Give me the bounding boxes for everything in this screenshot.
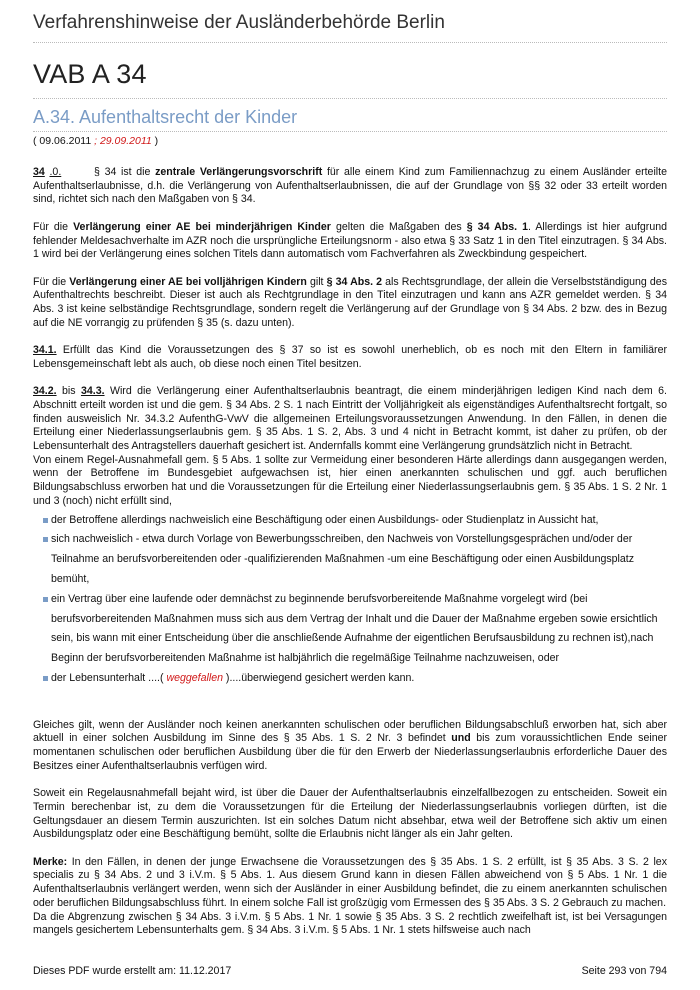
list-item [43, 669, 667, 689]
paragraph-text: für alle einem Kind zum Familiennachzug zu einem Ausländer erteilte Aufenthaltserlaubnisse, d.h. die Verlängerung von Aufenthaltserlaubnissen, die auf der Grundlage von §§ 32 oder 33 erteilt worden sind, richtet sich nach den Maßgaben von § 34. [33, 166, 667, 206]
paragraph-text: bis [56, 385, 81, 398]
bullet-icon [43, 676, 48, 681]
emphasis-text: § 34 Abs. 1 [466, 220, 528, 233]
section-number-link[interactable]: 34.2. [33, 385, 57, 398]
date-line [33, 135, 667, 147]
list-item [43, 530, 667, 589]
list-item [43, 590, 667, 669]
spacer [33, 689, 667, 719]
site-title: Verfahrenshinweise der Ausländerbehörde Berlin [33, 12, 667, 43]
list-item [43, 511, 667, 531]
merke-label: Merke: [33, 855, 68, 868]
page-footer [33, 965, 667, 977]
removed-note: weggefallen [166, 671, 223, 684]
paragraph-text: Für die [33, 275, 70, 288]
paragraph-geltungsdauer: Soweit ein Regelausnahmefall bejaht wird, ist über die Dauer der Aufenthaltserlaubnis einzelfallbezogen zu entscheiden. Soweit ein Termin berechenbar ist, zu dem die Voraussetzungen für die Erteilung der Niederlassungserlaubnis vorliegen dürften, ist die Geltungsdauer an diesem Termin auszurichten. Ist ein solches Datum nicht absehbar, etwa weil der Betroffene sich aktiv um einen Ausbildungsplatz oder eine Beschäftigung bemüht, sollte die Erlaubnis nicht länger als ein Jahr gelten. [33, 787, 667, 841]
list-item-text: der Betroffene allerdings nachweislich eine Beschäftigung oder einen Ausbildungs- oder Studienplatz in Aussicht hat, [51, 513, 599, 526]
paragraph-text: . Allerdings ist hier aufgrund fehlender Meldesachverhalte im AZR noch die ursprüngliche Erteilungsnorm - also etwa § 33 Satz 1 in den Titel einzutragen. § 34 Abs. 1 wird bei der Verlängerung eines solchen Titels dann automatisch vom Fachverfahren als Zweckbindung gespeichert. [33, 220, 668, 261]
paragraph-abgrenzung: Da die Abgrenzung zwischen § 34 Abs. 3 i.V.m. § 5 Abs. 1 Nr. 1 sowie § 35 Abs. 3 S. 2 rechtlich zweifelhaft ist, ist bei Versagungen mangels gesichertem Lebensunterhalts gem. § 34 Abs. 3 i.V.m. § 5 Abs. 1 Nr. 1 stets hilfsweise auch nach [33, 910, 667, 937]
section-number-link[interactable]: 34 [33, 166, 45, 178]
bullet-icon [43, 597, 48, 602]
paragraph-minderjaehrige [33, 221, 667, 262]
document-body [33, 166, 667, 938]
emphasis-text: Verlängerung einer AE bei minderjährigen Kinder [73, 220, 331, 233]
emphasis-text: Verlängerung einer AE bei volljährigen Kindern [69, 275, 307, 288]
emphasis-text: § 34 Abs. 2 [326, 275, 383, 288]
list-item-text: sich nachweislich - etwa durch Vorlage von Bewerbungsschreiben, den Nachweis von Vorstellungsgesprächen und/oder der Teilnahme an berufsvorbereitenden oder -qualifizierenden Maßnahmen -um eine Beschäftigung oder einen Ausbildungsplatz bemüht, [51, 533, 635, 585]
paragraph-34-0 [33, 166, 667, 207]
page-number: Seite 293 von 794 [581, 965, 667, 977]
section-number-link[interactable]: 34.3. [80, 385, 105, 398]
paragraph-34-2 [33, 385, 667, 454]
paragraph-text: gelten die Maßgaben des [330, 220, 467, 233]
condition-list [33, 511, 667, 689]
paragraph-34-1 [33, 344, 667, 371]
paragraph-text: als Rechtsgrundlage, der allein die Verselbstständigung des Aufenthaltrechts beschreibt. Dieser ist auch als Rechtgrundlage in den Titel einzutragen und kann ans AZR gemeldet werden. § 34 Abs. 3 ist keine selbständige Rechtsgrundlage, sondern regelt die Verlängerung auf der Grundlage von § 34 Abs. 2 bzw. des in Bezug auf die NE vorrangig zu prüfenden § 35 (s. dazu unten). [33, 275, 667, 329]
emphasis-text: zentrale Verlängerungsvorschrift [155, 166, 323, 178]
emphasis-text: und [451, 732, 471, 745]
paragraph-text: gilt [306, 275, 327, 288]
paragraph-regel-ausnahme: Von einem Regel-Ausnahmefall gem. § 5 Abs. 1 sollte zur Vermeidung einer besonderen Härte allerdings dann ausgegangen werden, wenn der Betroffene im Bundesgebiet aufgewachsen ist, hier einen anerkannten schulischen und ggf. auch beruflichen Bildungsabschluss erworben hat und die Voraussetzungen für die Erteilung einer Niederlassungserlaubnis gem. § 35 Abs. 1 S. 2 Nr. 1 und 3 (noch) nicht erfüllt sind, [33, 453, 667, 507]
paragraph-merke [33, 856, 667, 911]
list-item-text: )....überwiegend gesichert werden kann. [222, 671, 415, 684]
paragraph-text: Wird die Verlängerung einer Aufenthaltserlaubnis beantragt, die einem minderjährigen ledigen Kind nach dem 6. Abschnitt erteilt worden ist und die gem. § 34 Abs. 2 S. 1 nach Eintritt der Volljährigkeit als eigenständiges Aufenthaltsrecht fortgalt, so finden ausweislich Nr. 34.3.2 AufenthG-VwV die allgemeinen Erteilungsvoraussetzungen Anwendung. In den Fällen, in denen die Erteilung einer Niederlassungserlaubnis gem. § 35 Abs. 1 S. 2, Abs. 3 und 4 nicht in Betracht kommt, ist daher zu prüfen, ob der Lebensunterhalt des Antragstellers dauerhaft gesichert ist. Andernfalls kommt eine Verlängerung grundsätzlich nicht in Betracht. [33, 385, 667, 452]
paragraph-volljaehrige [33, 276, 667, 331]
date-close: ) [154, 135, 159, 147]
paragraph-text: § 34 ist die [94, 166, 156, 178]
paragraph-text: Für die [33, 220, 74, 233]
paragraph-text: Erfüllt das Kind die Voraussetzungen des § 37 so ist es sowohl unerheblich, ob es noch mit den Eltern in familiärer Lebensgemeinschaft lebt als auch, ob diese noch einen Titel besitzen. [33, 344, 667, 370]
paragraph-text: In den Fällen, in denen der junge Erwachsene die Voraussetzungen des § 35 Abs. 1 S. 2 erfüllt, ist § 35 Abs. 3 S. 2 lex specialis zu § 34 Abs. 2 und 3 i.V.m. § 5 Abs. 1. Aus diesem Grund kann in diesen Fällen abweichend von § 5 Abs. 1 Nr. 1 die Aufenthaltserlaubnis verlängert werden, wenn sich der Ausländer in einer Ausbildung befindet, die zu einem anerkannten schulischen oder beruflichen Bildungsabschluss führt. In einem solche Fall ist großzügig vom Ermessen des § 35 Abs. 3 S. 2 Gebrauch zu machen. [33, 855, 667, 909]
paragraph-gleiches [33, 719, 667, 774]
bullet-icon [43, 518, 48, 523]
paragraph-text: Gleiches gilt, wenn der Ausländer noch keinen anerkannten schulischen oder beruflichen Bildungsabschluß erworben hat, sich aber aktuell in einer solchen Ausbildung im Sinne des § 35 Abs. 1 S. 2 Nr. 3 befindet [33, 718, 667, 745]
list-item-text: der Lebensunterhalt ....( [51, 671, 167, 684]
paragraph-text: bis zum voraussichtlichen Ende seiner momentanen schulischen oder beruflichen Ausbildung über die für den Erwerb der Niederlassungserlaubnis erforderliche Dauer des Besitzes einer Aufenthaltserlaubnis verfügen wird. [33, 732, 668, 772]
section-title: A.34. Aufenthaltsrecht der Kinder [33, 107, 667, 132]
bullet-icon [43, 537, 48, 542]
date-changed: ; 29.09.2011 [94, 135, 155, 147]
section-number-link[interactable]: 34.1. [33, 344, 57, 357]
subsection-number[interactable]: .0. [49, 166, 62, 178]
list-item-text: ein Vertrag über eine laufende oder demnächst zu beginnende berufsvorbereitende Maßnahme vorgelegt wird (bei berufsvorbereitenden Maßnahmen muss sich aus dem Vertrag der Inhalt und die Dauer der Maßnahme ergeben sowie ersichtlich sein, bis wann mit einer Entscheidung über die anschließende Aufnahme der eigentlichen Berufsausbildung zu rechnen ist),nach Beginn der berufsvorbereitenden Maßnahme ist halbjährlich die regelmäßige Teilnahme nachzuweisen, oder [51, 592, 658, 665]
pdf-created-date: Dieses PDF wurde erstellt am: 11.12.2017 [33, 965, 232, 977]
date-issued: ( 09.06.2011 [33, 135, 95, 147]
document-id: VAB A 34 [33, 59, 667, 99]
document-page [33, 0, 667, 938]
